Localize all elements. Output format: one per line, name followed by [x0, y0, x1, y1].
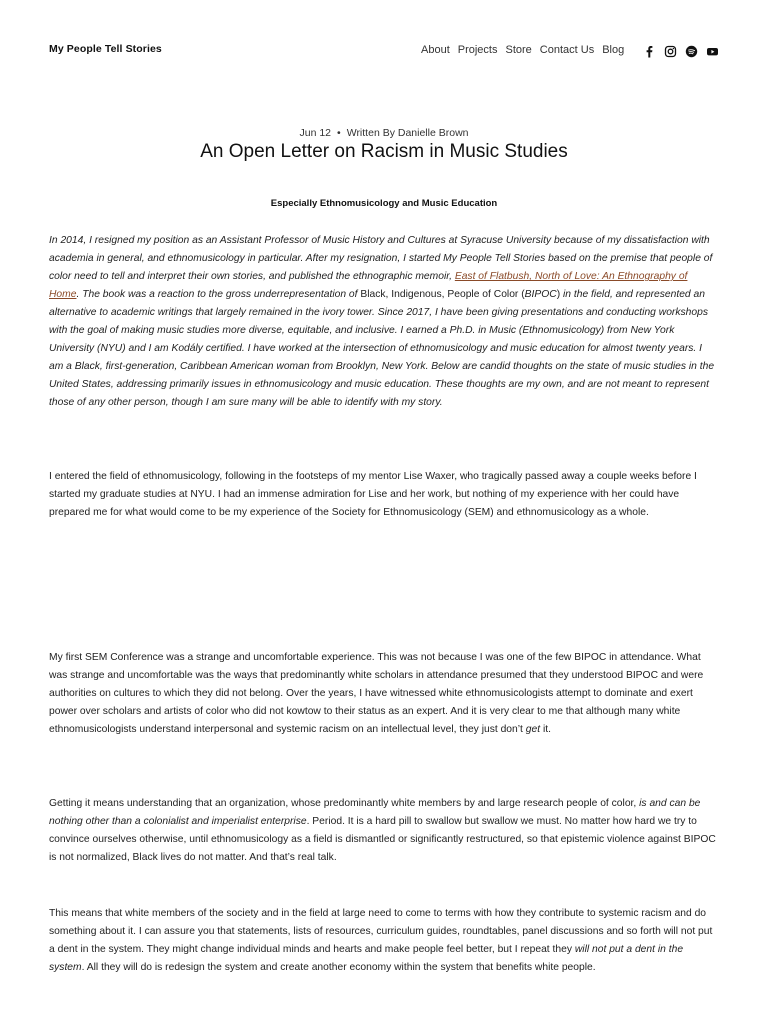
article-meta: [0, 127, 768, 139]
intro-text-c: Black, Indigenous, People of Color (: [360, 289, 525, 301]
p3-text-a: My first SEM Conference was a strange and uncomfortable experience. This was not because I was one of the few BIPOC in attendance. What was strange and uncomfortable was the ways that predominantly white scholars in attendance presumed that they understood BIPOC and were authorities on cultures to which they did not belong. Over the years, I have witnessed white ethnomusicologists attempt to dominate and exert power over scholars and artists of color who did not kowtow to their status as an expert. And it is very clear to me that although many white ethnomusicologists understand interpersonal and systemic racism on an intellectual level, they just don’t: [49, 652, 704, 736]
body-paragraph-4: [49, 795, 719, 867]
meta-separator: •: [337, 127, 341, 139]
intro-text-b: . The book was a reaction to the gross underrepresentation of: [76, 289, 361, 301]
p4-text-a: Getting it means understanding that an organization, whose predominantly white members by and large research people of color,: [49, 798, 640, 809]
intro-paragraph: [49, 232, 719, 412]
article-date: Jun 12: [299, 127, 332, 139]
article-title: An Open Letter on Racism in Music Studies: [200, 141, 568, 162]
spotify-icon[interactable]: [685, 45, 698, 58]
main-nav: [421, 43, 632, 57]
facebook-icon[interactable]: [643, 45, 656, 58]
nav-about[interactable]: About: [421, 44, 450, 56]
nav-contact-us[interactable]: Contact Us: [539, 44, 595, 56]
body-paragraph-3: [49, 649, 719, 739]
nav-blog[interactable]: Blog: [602, 44, 625, 56]
p5-text-b: . All they will do is redesign the system and create another economy within the system that benefits white people.: [81, 962, 596, 974]
intro-text-e: ): [556, 289, 561, 301]
instagram-icon[interactable]: [664, 45, 677, 58]
article-byline: Written By Danielle Brown: [346, 127, 469, 139]
intro-text-f: in the field, and represented an alternative to academic writings that largely remained in the ivory tower. Since 2017, I have been giving presentations and conducting workshops with the goal of making music studies more diverse, equitable, and inclusive. I earned a Ph.D. in Music (Ethnomusicology) from New York University (NYU) and I am Kodály certified. I have worked at the intersection of ethnomusicology and music education for almost twenty years. I am a Black, first-generation, Caribbean American woman from Brooklyn, New York. Below are candid thoughts on the state of music studies in the United States, addressing primarily issues in ethnomusicology and music education. These thoughts are my own, and are not meant to represent those of any other person, though I am sure many will be able to identify with my story.: [49, 289, 715, 409]
site-title[interactable]: My People Tell Stories: [49, 43, 162, 55]
p5-emphasis: will not put a dent in the system: [49, 944, 684, 974]
nav-store[interactable]: Store: [505, 44, 532, 56]
youtube-icon[interactable]: [706, 45, 719, 58]
p5-text-a: This means that white members of the society and in the field at large need to come to terms with how they contribute to systemic racism and do something about it. I can assure you that statements, lists of resources, curriculum guides, roundtables, panel discussions and so forth will not put a dent in the system. They might change individual minds and hearts and make people feel better, but I repeat they: [49, 908, 713, 956]
p3-text-b: it.: [540, 724, 551, 736]
body-paragraph-2: I entered the field of ethnomusicology, following in the footsteps of my mentor Lise Waxer, who tragically passed away a couple weeks before I started my graduate studies at NYU. I had an immense admiration for Lise and her work, but nothing of my experience with her could have prepared me for what would come to be my experience of the Society for Ethnomusicology (SEM) and ethnomusicology as a whole.: [49, 471, 697, 519]
body-paragraph-5: [49, 905, 719, 977]
intro-text-a: In 2014, I resigned my position as an Assistant Professor of Music History and Cultures at Syracuse University because of my dissatisfaction with academia in general, and ethnomusicology in particular. After my resignation, I started My People Tell Stories based on the premise that people of color need to tell and interpret their own stories, and published the ethnographic memoir,: [49, 235, 713, 283]
p4-text-b: . Period. It is a hard pill to swallow but swallow we must. No matter how hard we try to convince ourselves otherwise, until ethnomusicology as a field is dismantled or significantly restructured, so that epistemic violence against BIPOC is not normalized, Black lives do not matter. And that’s real talk.: [49, 816, 716, 864]
article-subtitle: Especially Ethnomusicology and Music Education: [270, 198, 498, 209]
nav-projects[interactable]: Projects: [457, 44, 498, 56]
social-links: [643, 45, 719, 58]
p3-emphasis: get: [525, 724, 541, 736]
p4-emphasis: is and can be nothing other than a colonialist and imperialist enterprise: [49, 798, 701, 828]
intro-text-d: BIPOC: [524, 289, 557, 301]
book-link[interactable]: East of Flatbush, North of Love: An Ethnography of Home: [49, 271, 688, 301]
